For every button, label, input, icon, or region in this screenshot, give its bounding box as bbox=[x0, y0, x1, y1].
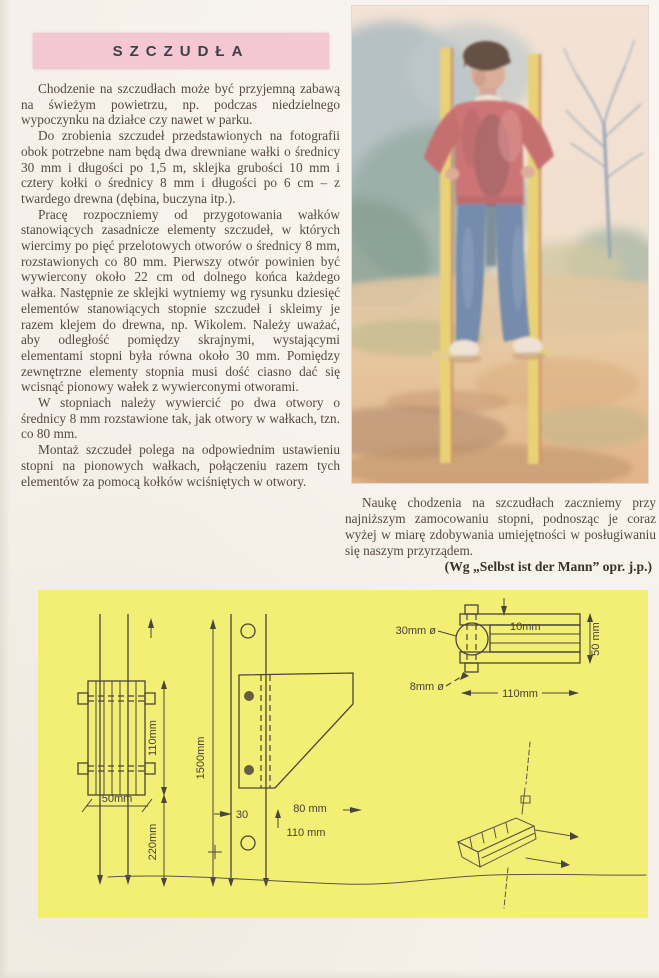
dim-label-top-width: 110mm bbox=[502, 688, 538, 700]
article-body bbox=[21, 81, 340, 489]
paragraph-3: Pracę rozpoczniemy od przygotowania wałków stanowiących zasadnicze elementy szczudeł, w których wiercimy po pięć przelotowych otworów o średnicy 8 mm, rozstawionych co 80 mm. Pierwszy otwór powinien być wywiercony około 22 cm od dolnego końca każdego wałka. Następnie ze sklejki wytniemy wg rysunku dziesięć elementów stanowiących stopnie szczudeł i skleimy je razem klejem do drewna, np. Wikolem. Należy uważać, aby odległość pomiędzy skrajnymi, wystającymi elementami stopni była równa około 30 mm. Pomiędzy zewnętrzne elementy stopnia musi dość ciasno dać się wcisnąć pionowy wałek z wywierconymi otworami. bbox=[21, 206, 340, 395]
perspective-sketch bbox=[458, 742, 579, 908]
photo-fade-overlay bbox=[352, 6, 648, 483]
paragraph-2: Do zrobienia szczudeł przedstawionych na fotografii obok potrzebne nam będą dwa drewniane wałki o średnicy 30 mm i długości po 1,5 m, sklejka grubości 10 mm i cztery kołki o średnicy 8 mm i długości po 6 cm – z twardego drewna (dębina, buczyna itp.). bbox=[21, 128, 340, 206]
dim-label-peg-diameter: 8mm ø bbox=[409, 681, 444, 693]
ground-line bbox=[108, 874, 646, 884]
scan-edge bbox=[0, 970, 659, 978]
dim-label-step-height: 50 mm bbox=[590, 622, 602, 656]
article-title-banner bbox=[33, 33, 329, 69]
article-credit: (Wg „Selbst ist der Mann” opr. j.p.) bbox=[444, 558, 652, 574]
photo-boy-on-stilts bbox=[352, 6, 648, 483]
dim-label-front-height: 110mm bbox=[147, 720, 159, 756]
dim-label-offset: 30 bbox=[235, 809, 249, 821]
photo-caption: Naukę chodzenia na szczudłach zaczniemy przy najniższym zamocowaniu stopni, podnosząc je coraz wyżej w miarę zdobywania umiejętności w posługiwaniu się naszym przyrządem. bbox=[345, 495, 656, 558]
dim-label-front-width: 50mm bbox=[101, 793, 133, 805]
photo-illustration bbox=[352, 6, 648, 483]
top-view-drawing bbox=[396, 598, 602, 700]
assembly-diagram bbox=[38, 590, 648, 918]
assembly-diagram-panel bbox=[38, 590, 648, 918]
dim-label-pole-length: 1500mm bbox=[195, 736, 207, 780]
front-view-drawing bbox=[78, 614, 167, 887]
photo-caption-block bbox=[345, 495, 656, 575]
scan-edge bbox=[0, 0, 10, 978]
dim-label-step-width: 110 mm bbox=[286, 827, 326, 839]
dim-label-pole-diameter: 30mm ø bbox=[395, 625, 436, 637]
dim-label-ply-thickness: 10mm bbox=[510, 621, 541, 633]
paragraph-5: Montaż szczudeł polega na odpowiednim ustawieniu stopni na pionowych wałkach, połączeniu razem tych elementów za pomocą kołków wciśniętych w otwory. bbox=[21, 442, 340, 489]
article-title: SZCZUDŁA bbox=[112, 42, 250, 60]
side-view-drawing bbox=[195, 614, 362, 887]
paragraph-1: Chodzenie na szczudłach może być przyjemną zabawą na świeżym powietrzu, np. podczas niedzielnego wypoczynku na działce czy nawet w parku. bbox=[21, 81, 340, 128]
dim-label-front-lower: 220mm bbox=[147, 823, 159, 861]
dim-label-depth: 80 mm bbox=[293, 803, 327, 815]
paragraph-4: W stopniach należy wywiercić po dwa otwory o średnicy 8 mm rozstawione tak, jak otwory w wałkach, tzn. co 80 mm. bbox=[21, 395, 340, 442]
